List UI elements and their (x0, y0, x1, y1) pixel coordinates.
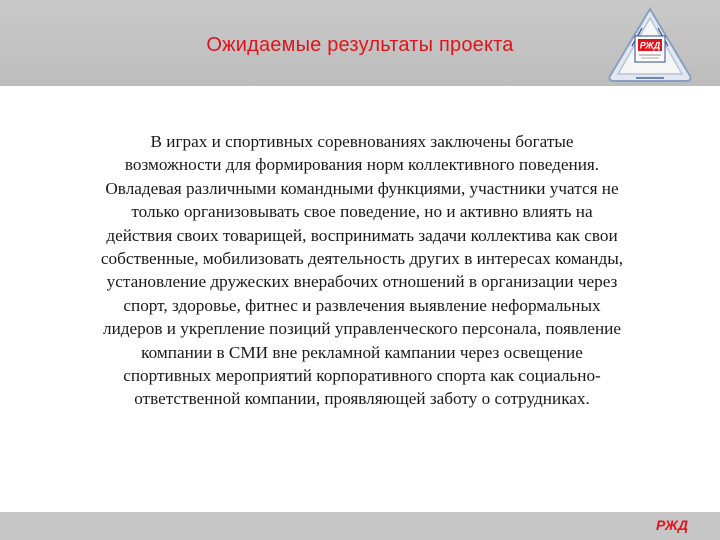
text-line: спортивных мероприятий корпоративного спорта как социально- (123, 366, 601, 386)
text-line: компании в СМИ вне рекламной кампании через освещение (141, 342, 583, 362)
project-results-text (48, 130, 676, 411)
text-line: Овладевая различными командными функциями, участники учатся не (105, 178, 619, 198)
text-line: действия своих товарищей, воспринимать задачи коллектива как свои (106, 225, 618, 245)
text-line: В играх и спортивных соревнованиях заключены богатые (150, 132, 574, 151)
text-line: лидеров и укрепление позиций управленческого персонала, появление (103, 319, 621, 339)
text-line: спорт, здоровье, фитнес и развлечения выявление неформальных (123, 295, 601, 315)
text-line: установление дружеских внерабочих отношений в организации через (106, 272, 618, 292)
emblem-logo-text: РЖД (639, 40, 661, 51)
rzd-emblem-icon (606, 6, 694, 84)
rzd-logo-icon (652, 514, 692, 536)
text-line: только организовывать свое поведение, но и активно влиять на (131, 202, 593, 222)
text-line: собственные, мобилизовать деятельность других в интересах команды, (100, 249, 624, 269)
text-line: возможности для формирования норм коллективного поведения. (124, 155, 600, 175)
text-line: ответственной компании, проявляющей заботу о сотрудниках. (134, 389, 590, 409)
page-title: Ожидаемые результаты проекта (206, 34, 514, 56)
footer-logo-text: РЖД (656, 517, 688, 533)
footer-bar (0, 512, 720, 540)
